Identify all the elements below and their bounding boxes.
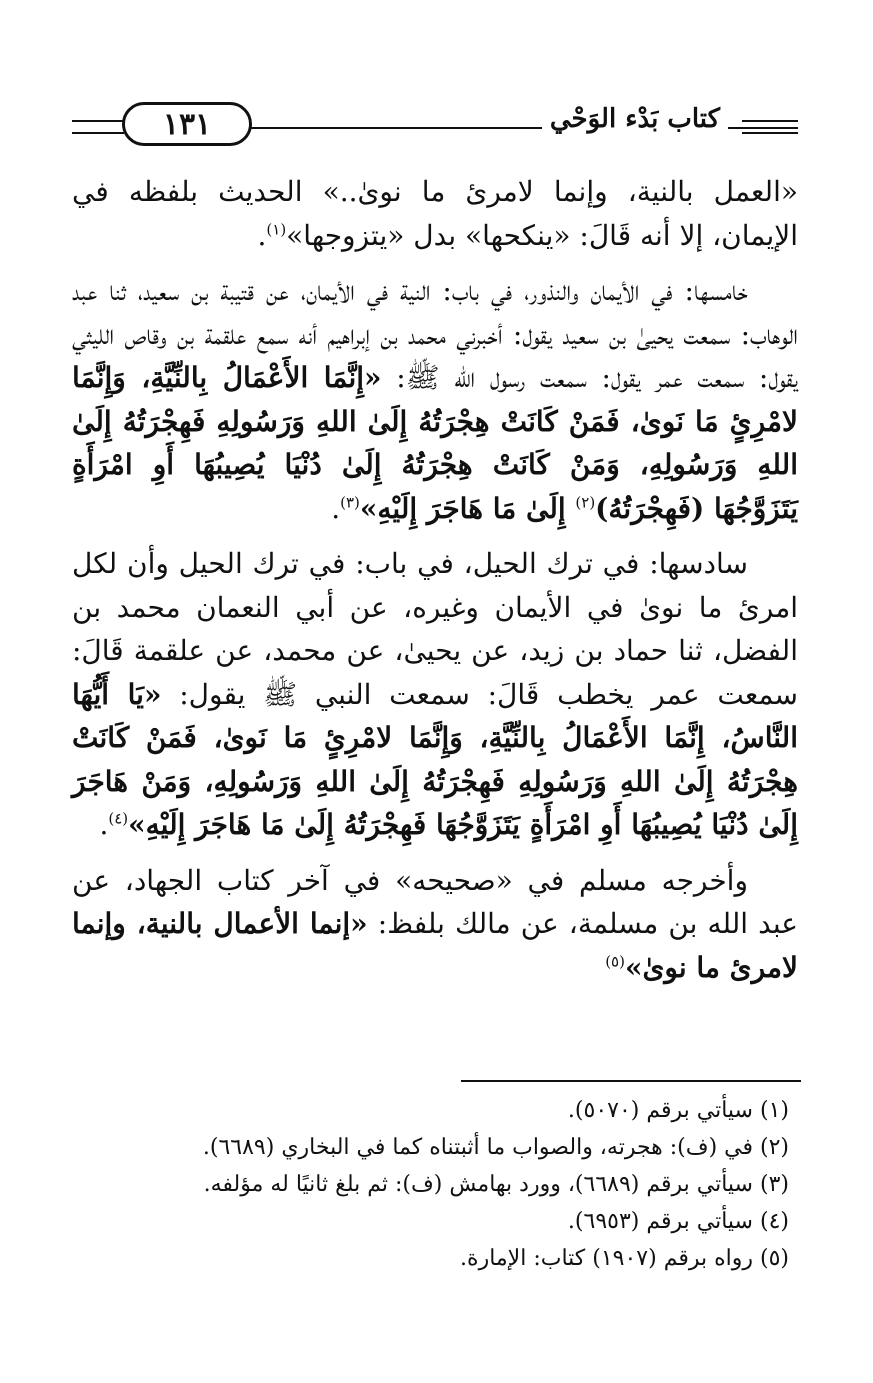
footnote-ref-4: (٤) [108,809,129,828]
footnote-ref-3: (٣) [340,493,360,512]
footnote-4: (٤) سيأتي برقم (٦٩٥٣). [567,1209,789,1234]
hadith-text-2: «إِنَّمَا الأَعْمَالُ بِالنِّيَّةِ، وَإِنَّمَا لامْرِئٍ مَا نَوىٰ، فَمَنْ كَانَتْ هِجْرَتُهُ إِلَىٰ اللهِ وَرَسُولِهِ فَهِجْرَتُهُ إِلَىٰ اللهِ وَرَسُولِهِ، وَمَنْ كَانَتْ هِجْرَتُهُ إِلَىٰ دُنْيَا يُصِيبُهَا أَوِ امْرَأَةٍ يَتَزَوَّجُهَا (فَهِجْرَتُهُ) [72,361,798,525]
page-number: ١٣١ [122,102,252,146]
footnote-ref-1: (١) [266,220,287,239]
footnotes [89,1092,789,1277]
footnote-1: (١) سيأتي برقم (٥٠٧٠). [567,1098,789,1123]
book-title: كتاب بَدْء الوَحْي [542,104,728,134]
paragraph-4: وأخرجه مسلم في «صحيحه» في آخر كتاب الجهاد، عن عبد الله بن مسلمة، عن مالك بلفظ: «إنما الأعمال بالنية، وإنما لامرئ ما نوىٰ»$^{(٥)}$ [72,863,798,984]
footnote-ref-2: (٢) [575,493,596,512]
footnote-3: (٣) سيأتي برقم (٦٦٨٩)، وورد بهامش (ف): ثم بلغ ثانيًا له مؤلفه. [203,1172,789,1197]
footnote-ref-5: (٥) [605,952,625,971]
header-double-rule-left [72,120,124,134]
hadith-text-4: «إنما الأعمال بالنية، وإنما لامرئ ما نوىٰ» [72,907,798,984]
main-text [72,170,798,1001]
paragraph-1: «العمل بالنية، وإنما لامرئ ما نوىٰ..» الحديث بلفظه في الإيمان، إلا أنه قَالَ: «ينكحها» بدل «يتزوجها»$^{(١)}$. [72,175,798,252]
footnote-2: (٢) في (ف): هجرته، والصواب ما أثبتناه كما في البخاري (٦٦٨٩). [202,1135,789,1160]
footnote-5: (٥) رواه برقم (١٩٠٧) كتاب: الإمارة. [460,1246,789,1271]
paragraph-2: خامسها: في الأيمان والنذور، في باب: النية في الأيمان، عن قتيبة بن سعيد، ثنا عبد الوهاب: سمعت يحيىٰ بن سعيد يقول: أخبرني محمد بن إبراهيم أنه سمع علقمة بن وقاص الليثي يقول: سمعت عمر يقول: سمعت رسول الله ﷺ: «إِنَّمَا الأَعْمَالُ بِالنِّيَّةِ، وَإِنَّمَا لامْرِئٍ مَا نَوىٰ، فَمَنْ كَانَتْ هِجْرَتُهُ إِلَىٰ اللهِ وَرَسُولِهِ فَهِجْرَتُهُ إِلَىٰ اللهِ وَرَسُولِهِ، وَمَنْ كَانَتْ هِجْرَتُهُ إِلَىٰ دُنْيَا يُصِيبُهَا أَوِ امْرَأَةٍ يَتَزَوَّجُهَا (فَهِجْرَتُهُ)$^{(٢)}$ إِلَىٰ مَا هَاجَرَ إِلَيْهِ»$^{(٣)}$. [72,274,798,525]
footnote-divider [461,1080,801,1082]
paragraph-3: سادسها: في ترك الحيل، في باب: في ترك الحيل وأن لكل امرئ ما نوىٰ في الأيمان وغيره، عن أبي النعمان محمد بن الفضل، ثنا حماد بن زيد، عن يحيىٰ، عن محمد، عن علقمة قَالَ: سمعت عمر يخطب قَالَ: سمعت النبي ﷺ يقول: «يَا أَيُّهَا النَّاسُ، إِنَّمَا الأَعْمَالُ بِالنِّيَّةِ، وَإِنَّمَا لامْرِئٍ مَا نَوىٰ، فَمَنْ كَانَتْ هِجْرَتُهُ إِلَىٰ اللهِ وَرَسُولِهِ فَهِجْرَتُهُ إِلَىٰ اللهِ وَرَسُولِهِ، وَمَنْ هَاجَرَ إِلَىٰ دُنْيَا يُصِيبُهَا أَوِ امْرَأَةٍ يَتَزَوَّجُهَا فَهِجْرَتُهُ إِلَىٰ مَا هَاجَرَ إِلَيْهِ»$^{(٤)}$. [72,547,799,841]
hadith-text-3: «يَا أَيُّهَا النَّاسُ، إِنَّمَا الأَعْمَالُ بِالنِّيَّةِ، وَإِنَّمَا لامْرِئٍ مَا نَوىٰ، فَمَنْ كَانَتْ هِجْرَتُهُ إِلَىٰ اللهِ وَرَسُولِهِ فَهِجْرَتُهُ إِلَىٰ اللهِ وَرَسُولِهِ، وَمَنْ هَاجَرَ إِلَىٰ دُنْيَا يُصِيبُهَا أَوِ امْرَأَةٍ يَتَزَوَّجُهَا فَهِجْرَتُهُ إِلَىٰ مَا هَاجَرَ إِلَيْهِ» [72,677,799,841]
header-double-rule-right [742,120,798,134]
page-header [72,96,798,156]
